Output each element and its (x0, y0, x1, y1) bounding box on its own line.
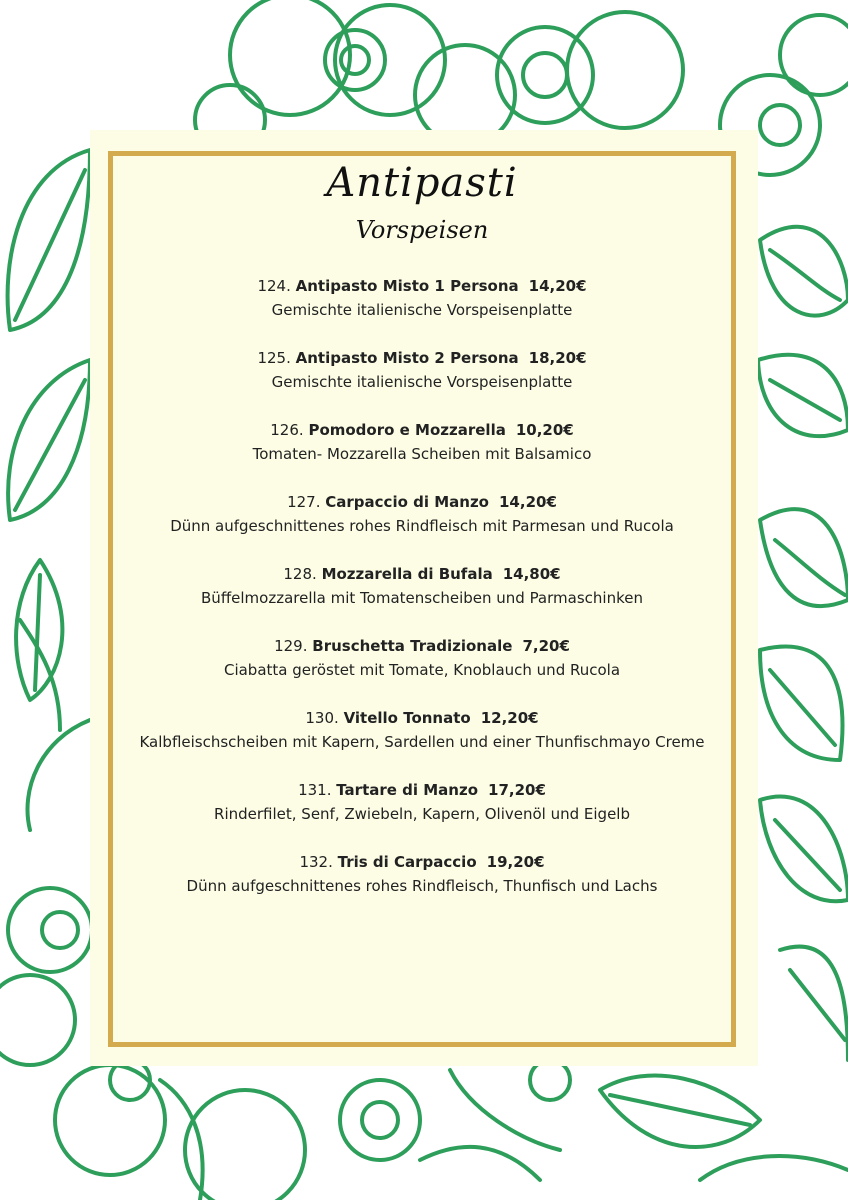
menu-item-number: 127. (287, 493, 321, 511)
menu-item-price: 14,20€ (528, 277, 587, 295)
menu-item-list (113, 274, 731, 898)
menu-item-description: Gemischte italienische Vorspeisenplatte (271, 301, 573, 319)
menu-subtitle: Vorspeisen (355, 216, 489, 244)
menu-item-header (113, 850, 731, 874)
menu-item (113, 346, 731, 394)
menu-item-description: Kalbfleischscheiben mit Kapern, Sardellen und einer Thunfischmayo Creme (139, 733, 705, 751)
menu-item-name: Pomodoro e Mozzarella (308, 421, 506, 439)
menu-item (113, 778, 731, 826)
menu-item (113, 562, 731, 610)
menu-item-number: 125. (257, 349, 291, 367)
menu-item-number: 129. (274, 637, 308, 655)
menu-item-price: 7,20€ (522, 637, 570, 655)
menu-item-price: 10,20€ (515, 421, 574, 439)
menu-item-header (113, 778, 731, 802)
menu-item-price: 12,20€ (480, 709, 539, 727)
menu-item-header (113, 418, 731, 442)
menu-item-header (113, 274, 731, 298)
menu-item (113, 850, 731, 898)
menu-item-description: Dünn aufgeschnittenes rohes Rindfleisch mit Parmesan und Rucola (170, 517, 674, 535)
menu-item-name: Vitello Tonnato (343, 709, 471, 727)
menu-item-header (113, 490, 731, 514)
menu-item-name: Antipasto Misto 2 Persona (295, 349, 519, 367)
menu-item-name: Antipasto Misto 1 Persona (295, 277, 519, 295)
menu-item-name: Mozzarella di Bufala (321, 565, 493, 583)
menu-item (113, 274, 731, 322)
menu-item-header (113, 562, 731, 586)
menu-item-number: 130. (305, 709, 339, 727)
menu-item-price: 19,20€ (486, 853, 545, 871)
menu-item-name: Tartare di Manzo (336, 781, 479, 799)
menu-item-description: Büffelmozzarella mit Tomatenscheiben und Parmaschinken (201, 589, 643, 607)
menu-item-price: 17,20€ (488, 781, 546, 799)
menu-title: Antipasti (326, 160, 518, 206)
menu-item (113, 634, 731, 682)
menu-item-name: Bruschetta Tradizionale (312, 637, 513, 655)
menu-item-price: 18,20€ (528, 349, 587, 367)
menu-content (113, 156, 731, 922)
menu-item-name: Carpaccio di Manzo (325, 493, 489, 511)
menu-item (113, 490, 731, 538)
menu-item-description: Gemischte italienische Vorspeisenplatte (271, 373, 573, 391)
menu-item-price: 14,80€ (502, 565, 561, 583)
menu-item-number: 131. (298, 781, 332, 799)
menu-item-price: 14,20€ (499, 493, 557, 511)
menu-item-description: Rinderfilet, Senf, Zwiebeln, Kapern, Olivenöl und Eigelb (214, 805, 630, 823)
menu-item-number: 132. (299, 853, 333, 871)
menu-item-name: Tris di Carpaccio (337, 853, 477, 871)
menu-item-number: 128. (283, 565, 317, 583)
menu-item (113, 706, 731, 754)
menu-item-header (113, 346, 731, 370)
menu-item-header (113, 634, 731, 658)
menu-item-header (113, 706, 731, 730)
menu-item-description: Ciabatta geröstet mit Tomate, Knoblauch und Rucola (223, 661, 621, 679)
menu-item-number: 124. (257, 277, 291, 295)
menu-item-description: Dünn aufgeschnittenes rohes Rindfleisch, Thunfisch und Lachs (186, 877, 658, 895)
menu-item-number: 126. (270, 421, 304, 439)
menu-item-description: Tomaten- Mozzarella Scheiben mit Balsamico (252, 445, 592, 463)
menu-item (113, 418, 731, 466)
